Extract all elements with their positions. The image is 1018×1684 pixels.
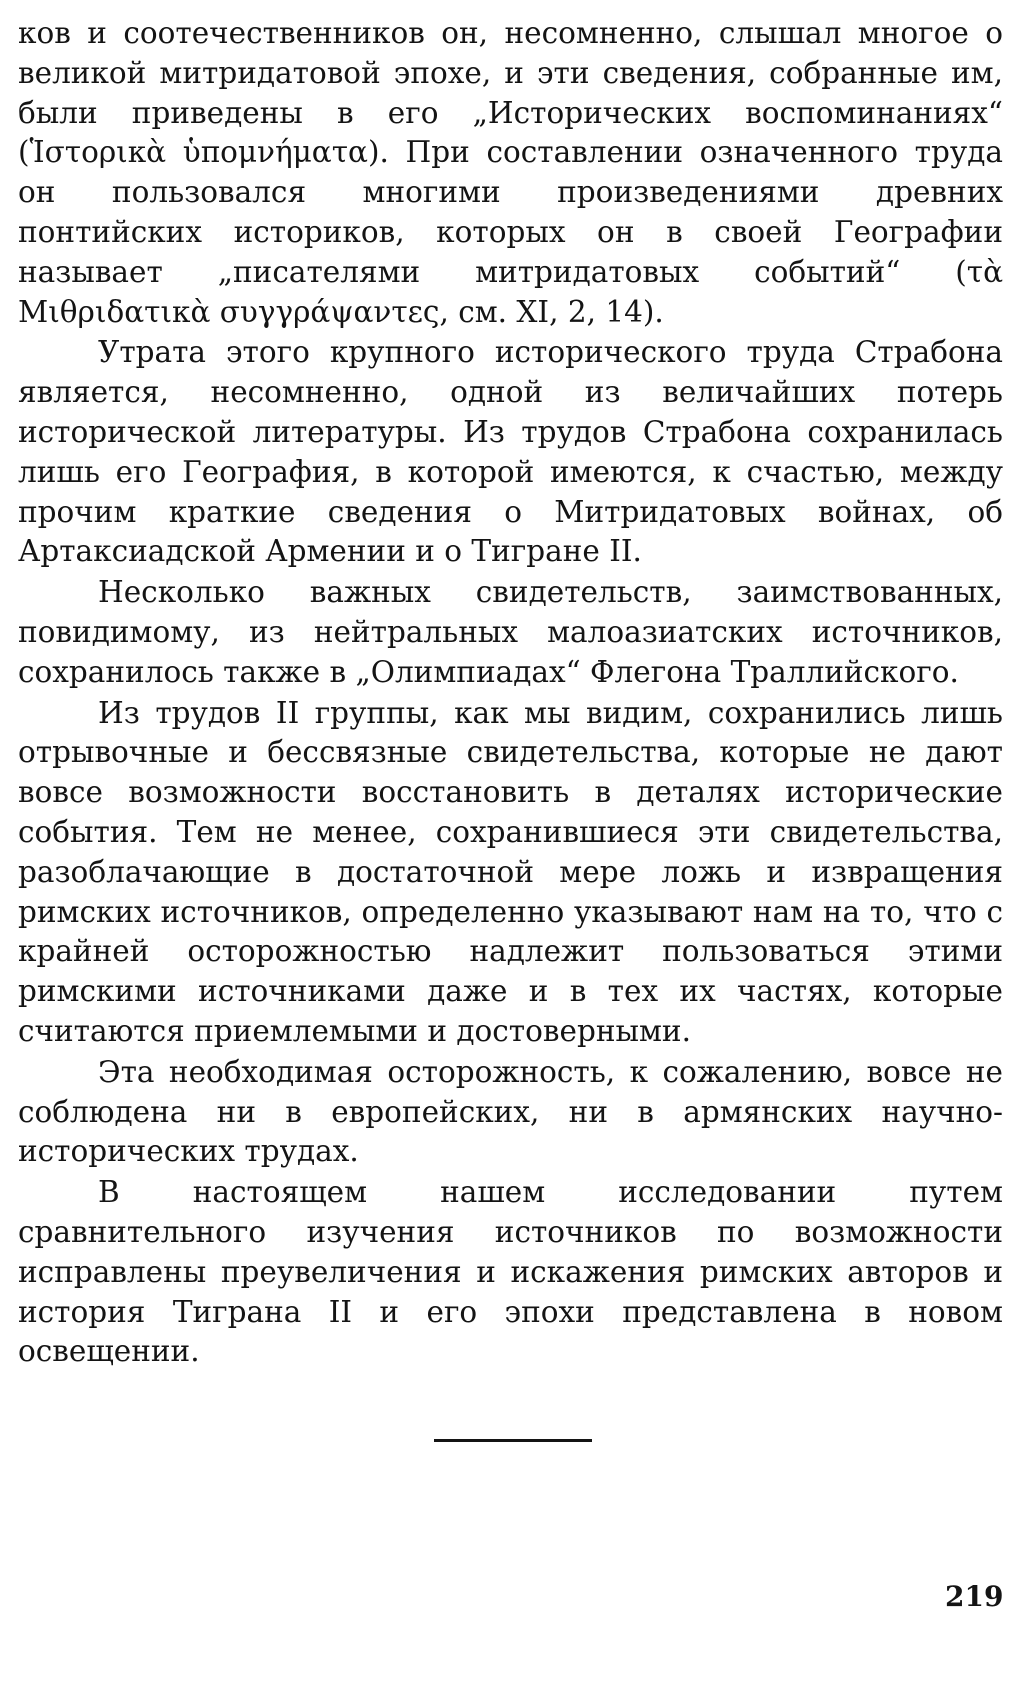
- paragraph-3: Несколько важных свидетельств, заимствованных, повидимому, из нейтральных малоазиатских источников, сохранилось также в „Олимпиадах“ Флегона Траллийского.: [18, 575, 1003, 689]
- page-body: [18, 14, 1003, 1373]
- paragraph-6: В настоящем нашем исследовании путем сравнительного изучения источников по возможности исправлены преувеличения и искажения римских авторов и история Тиграна II и его эпохи представлена в новом освещении.: [18, 1175, 1003, 1369]
- paragraph-4: Из трудов II группы, как мы видим, сохранились лишь отрывочные и бессвязные свидетельства, которые не дают вовсе возможности восстановить в деталях исторические события. Тем не менее, сохранившиеся эти свидетельства, разоблачающие в достаточной мере ложь и извращения римских источников, определенно указывают нам на то, что с крайней осторожностью надлежит пользоваться этими римскими источниками даже и в тех их частях, которые считаются приемлемыми и достоверными.: [18, 695, 1003, 1048]
- paragraph-1: ков и соотечественников он, несомненно, слышал многое о великой митридатовой эпохе, и эти сведения, собранные им, были приведены в его „Исторических воспоминаниях“ (Ἱστορικὰ ὑπομνήματα). При составлении означенного труда он пользовался многими произведениями древних понтийских историков, которых он в своей Географии называет „писателями митридатовых событий“ (τὰ Μιθριδατικὰ συγγράψαντες, см. XI, 2, 14).: [18, 16, 1003, 329]
- page-number: 219: [945, 1580, 1004, 1613]
- section-divider: [434, 1439, 592, 1442]
- paragraph-2: Утрата этого крупного исторического труда Страбона является, несомненно, одной из величайших потерь исторической литературы. Из трудов Страбона сохранилась лишь его География, в которой имеются, к счастью, между прочим краткие сведения о Митридатовых войнах, об Артаксиадской Армении и о Тигране II.: [18, 335, 1003, 569]
- paragraph-5: Эта необходимая осторожность, к сожалению, вовсе не соблюдена ни в европейских, ни в армянских научно-исторических трудах.: [18, 1054, 1003, 1169]
